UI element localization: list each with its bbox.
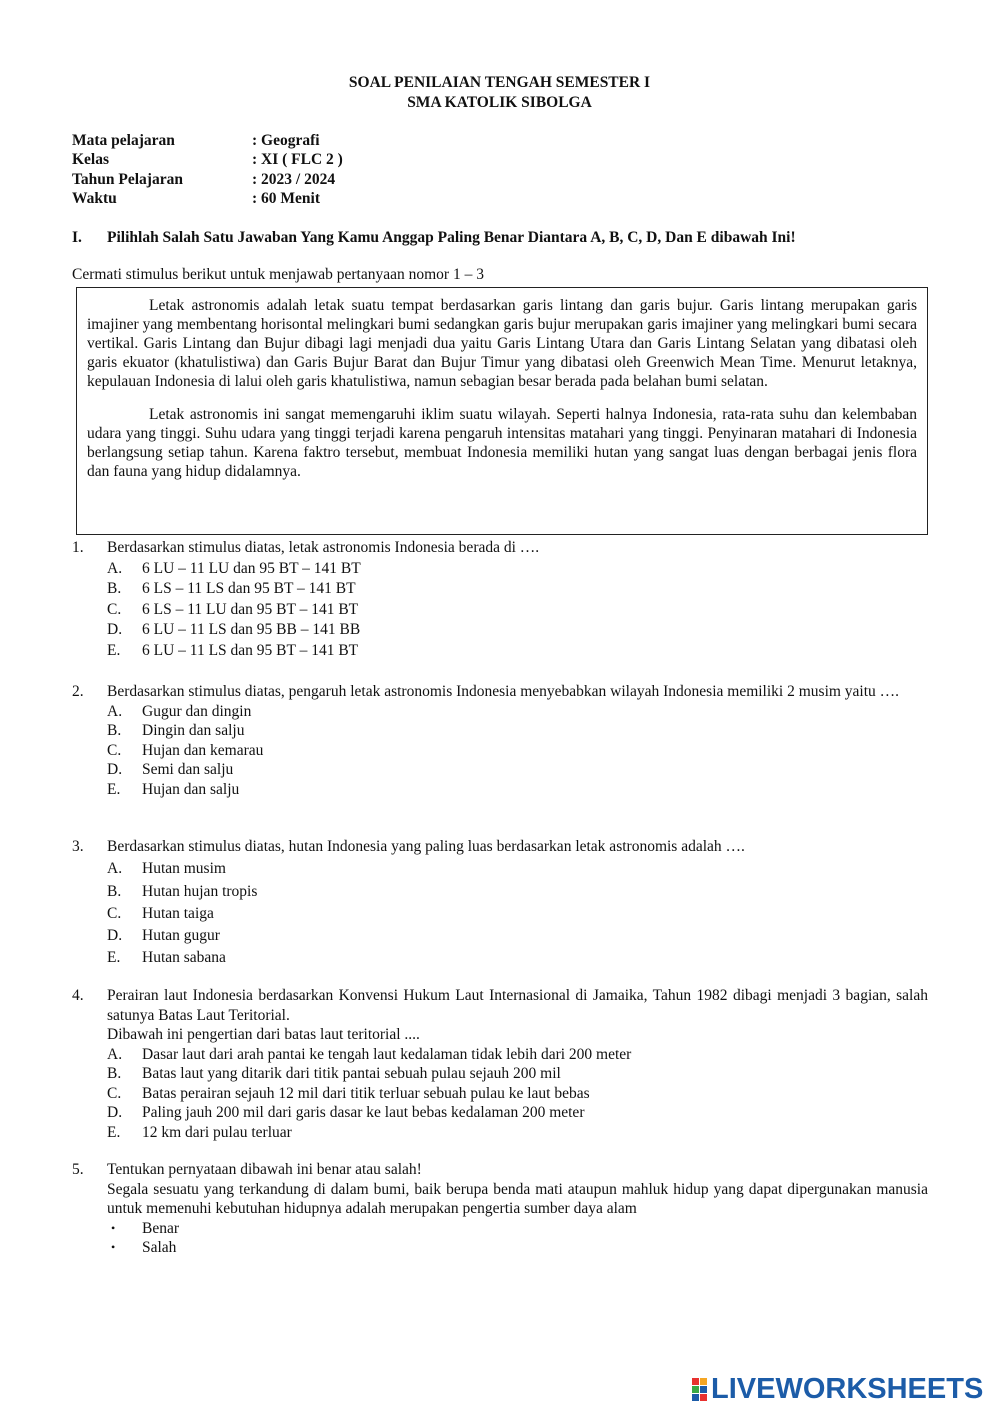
option-e[interactable] [107, 1123, 928, 1143]
question-number: 3. [72, 838, 84, 855]
stimulus-box [76, 287, 928, 535]
info-value: : 2023 / 2024 [252, 170, 336, 188]
question-statement: Segala sesuatu yang terkandung di dalam bumi, baik berupa benda mati ataupun mahluk hidup yang dapat dipergunakan manusia untuk memenuhi kebutuhan hidupnya adalah merupakan pengertia sumber daya alam [107, 1180, 928, 1218]
option-text: Dingin dan salju [142, 722, 245, 739]
option-text: 6 LS – 11 LU dan 95 BT – 141 BT [142, 600, 359, 618]
option-text: 12 km dari pulau terluar [142, 1123, 292, 1141]
option-a[interactable] [107, 702, 928, 722]
option-letter: E. [107, 780, 121, 798]
option-text: Salah [142, 1239, 177, 1257]
option-letter: E. [107, 949, 121, 967]
exam-info [72, 131, 343, 208]
option-letter: A. [107, 860, 123, 878]
section-number: I. [72, 229, 82, 246]
option-letter: A. [107, 559, 123, 577]
option-text: Batas laut yang ditarik dari titik pantai sebuah pulau sejauh 200 mil [142, 1065, 561, 1082]
info-time [72, 189, 343, 208]
option-text: 6 LU – 11 LS dan 95 BT – 141 BT [142, 641, 359, 659]
info-year [72, 170, 343, 189]
option-text: Gugur dan dingin [142, 702, 252, 720]
option-d[interactable] [107, 925, 928, 947]
stimulus-paragraph: Letak astronomis adalah letak suatu tempat berdasarkan garis lintang dan garis bujur. Garis lintang merupakan garis imajiner yang membentang horisontal melingkari bumi sedangkan garis bujur merupakan garis imajiner yang melingkari bumi secara vertikal. Garis Lintang dan Bujur dibagi lagi menjadi dua yaitu Garis Lintang Utara dan Garis Lintang Selatan yang dibatasi oleh garis ekuator (khatulistiwa) dan Garis Bujur Barat dan Bujur Timur yang dibatasi oleh Greenwich Mean Time. Menurut letaknya, kepulauan Indonesia di lalui oleh garis khatulistiwa, namun sebagian besar berada pada belahan bumi selatan. [87, 297, 917, 390]
logo-blocks-icon [692, 1378, 707, 1401]
option-d[interactable] [107, 620, 928, 641]
option-text: Hutan musim [142, 860, 226, 878]
logo-text: LIVEWORKSHEETS [711, 1373, 984, 1405]
option-text: Hujan dan salju [142, 780, 240, 798]
option-a[interactable] [107, 559, 928, 580]
option-true[interactable] [107, 1219, 928, 1239]
question-text: Tentukan pernyataan dibawah ini benar atau salah! [107, 1161, 422, 1178]
option-letter: E. [107, 641, 121, 659]
option-text: 6 LU – 11 LS dan 95 BB – 141 BB [142, 621, 361, 639]
option-false[interactable] [107, 1238, 928, 1258]
option-letter: B. [107, 882, 122, 900]
option-letter: D. [107, 761, 123, 778]
option-c[interactable] [107, 903, 928, 925]
school-name: SMA KATOLIK SIBOLGA [407, 94, 592, 111]
liveworksheets-logo [692, 1374, 983, 1404]
option-letter: B. [107, 580, 122, 598]
info-label: Waktu [72, 189, 117, 207]
option-text: 6 LU – 11 LU dan 95 BT – 141 BT [142, 559, 361, 577]
question-text: Berdasarkan stimulus diatas, hutan Indonesia yang paling luas berdasarkan letak astronomis adalah …. [107, 838, 745, 855]
option-text: Hujan dan kemarau [142, 741, 264, 759]
question-2 [72, 682, 928, 799]
option-letter: A. [107, 702, 123, 720]
option-text: Hutan gugur [142, 927, 220, 945]
option-letter: D. [107, 927, 123, 945]
question-text: Perairan laut Indonesia berdasarkan Konvensi Hukum Laut Internasional di Jamaika, Tahun 1982 dibagi menjadi 3 bagian, salah satunya Batas Laut Teritorial. [107, 987, 928, 1024]
question-number: 1. [72, 539, 84, 556]
option-c[interactable] [107, 741, 928, 761]
option-letter: D. [107, 621, 123, 639]
bullet-icon: • [111, 1220, 116, 1235]
option-b[interactable] [107, 881, 928, 903]
bullet-icon: • [111, 1240, 116, 1255]
exam-title: SOAL PENILAIAN TENGAH SEMESTER I [348, 74, 651, 91]
option-e[interactable] [107, 780, 928, 800]
question-4 [72, 986, 928, 1142]
question-number: 4. [72, 987, 84, 1004]
question-subtext: Dibawah ini pengertian dari batas laut teritorial .... [107, 1026, 420, 1043]
option-letter: E. [107, 1123, 121, 1141]
option-letter: B. [107, 1065, 122, 1082]
option-a[interactable] [107, 858, 928, 880]
question-3 [72, 836, 928, 970]
question-1 [72, 538, 928, 662]
option-text: Dasar laut dari arah pantai ke tengah laut kedalaman tidak lebih dari 200 meter [142, 1045, 632, 1063]
question-text: Berdasarkan stimulus diatas, pengaruh letak astronomis Indonesia menyebabkan wilayah Indonesia memiliki 2 musim yaitu …. [107, 683, 900, 700]
option-c[interactable] [107, 600, 928, 621]
question-number: 2. [72, 683, 84, 700]
info-label: Tahun Pelajaran [72, 170, 183, 188]
option-c[interactable] [107, 1084, 928, 1104]
question-text: Berdasarkan stimulus diatas, letak astronomis Indonesia berada di …. [107, 539, 540, 556]
option-b[interactable] [107, 721, 928, 741]
option-text: 6 LS – 11 LS dan 95 BT – 141 BT [142, 580, 356, 598]
stimulus-intro: Cermati stimulus berikut untuk menjawab pertanyaan nomor 1 – 3 [72, 266, 484, 283]
option-letter: A. [107, 1045, 123, 1063]
option-letter: C. [107, 600, 122, 618]
stimulus-paragraph: Letak astronomis ini sangat memengaruhi iklim suatu wilayah. Seperti halnya Indonesia, rata-rata suhu dan kelembaban udara yang tinggi. Suhu udara yang tinggi terjadi karena pengaruh intensitas matahari yang tinggi. Penyinaran matahari di Indonesia berlangsung setiap tahun. Karena faktro tersebut, membuat Indonesia memiliki hutan yang sangat luas dengan berbagai jenis flora dan fauna yang hidup didalamnya. [87, 406, 917, 480]
option-letter: C. [107, 741, 122, 759]
option-text: Paling jauh 200 mil dari garis dasar ke laut bebas kedalaman 200 meter [142, 1104, 585, 1121]
info-subject [72, 131, 343, 150]
question-number: 5. [72, 1161, 84, 1178]
info-label: Kelas [72, 151, 110, 169]
question-5 [72, 1160, 928, 1258]
option-text: Hutan taiga [142, 904, 214, 922]
option-a[interactable] [107, 1045, 928, 1065]
section-heading [72, 228, 796, 247]
option-text: Benar [142, 1219, 180, 1237]
option-letter: C. [107, 1084, 122, 1102]
option-b[interactable] [107, 1064, 928, 1084]
option-e[interactable] [107, 947, 928, 969]
option-b[interactable] [107, 579, 928, 600]
info-value: : XI ( FLC 2 ) [252, 151, 343, 169]
info-value: : 60 Menit [252, 189, 321, 207]
section-instruction: Pilihlah Salah Satu Jawaban Yang Kamu Anggap Paling Benar Diantara A, B, C, D, Dan E dibawah Ini! [107, 229, 796, 246]
option-text: Hutan sabana [142, 949, 226, 967]
option-text: Hutan hujan tropis [142, 882, 258, 900]
option-e[interactable] [107, 641, 928, 662]
info-value: : Geografi [252, 132, 320, 149]
option-d[interactable] [107, 1103, 928, 1123]
info-label: Mata pelajaran [72, 132, 175, 149]
option-letter: D. [107, 1104, 123, 1121]
option-letter: C. [107, 904, 122, 922]
option-text: Batas perairan sejauh 12 mil dari titik terluar sebuah pulau ke laut bebas [142, 1084, 590, 1102]
info-class [72, 150, 343, 169]
option-d[interactable] [107, 760, 928, 780]
option-text: Semi dan salju [142, 761, 234, 778]
option-letter: B. [107, 722, 122, 739]
